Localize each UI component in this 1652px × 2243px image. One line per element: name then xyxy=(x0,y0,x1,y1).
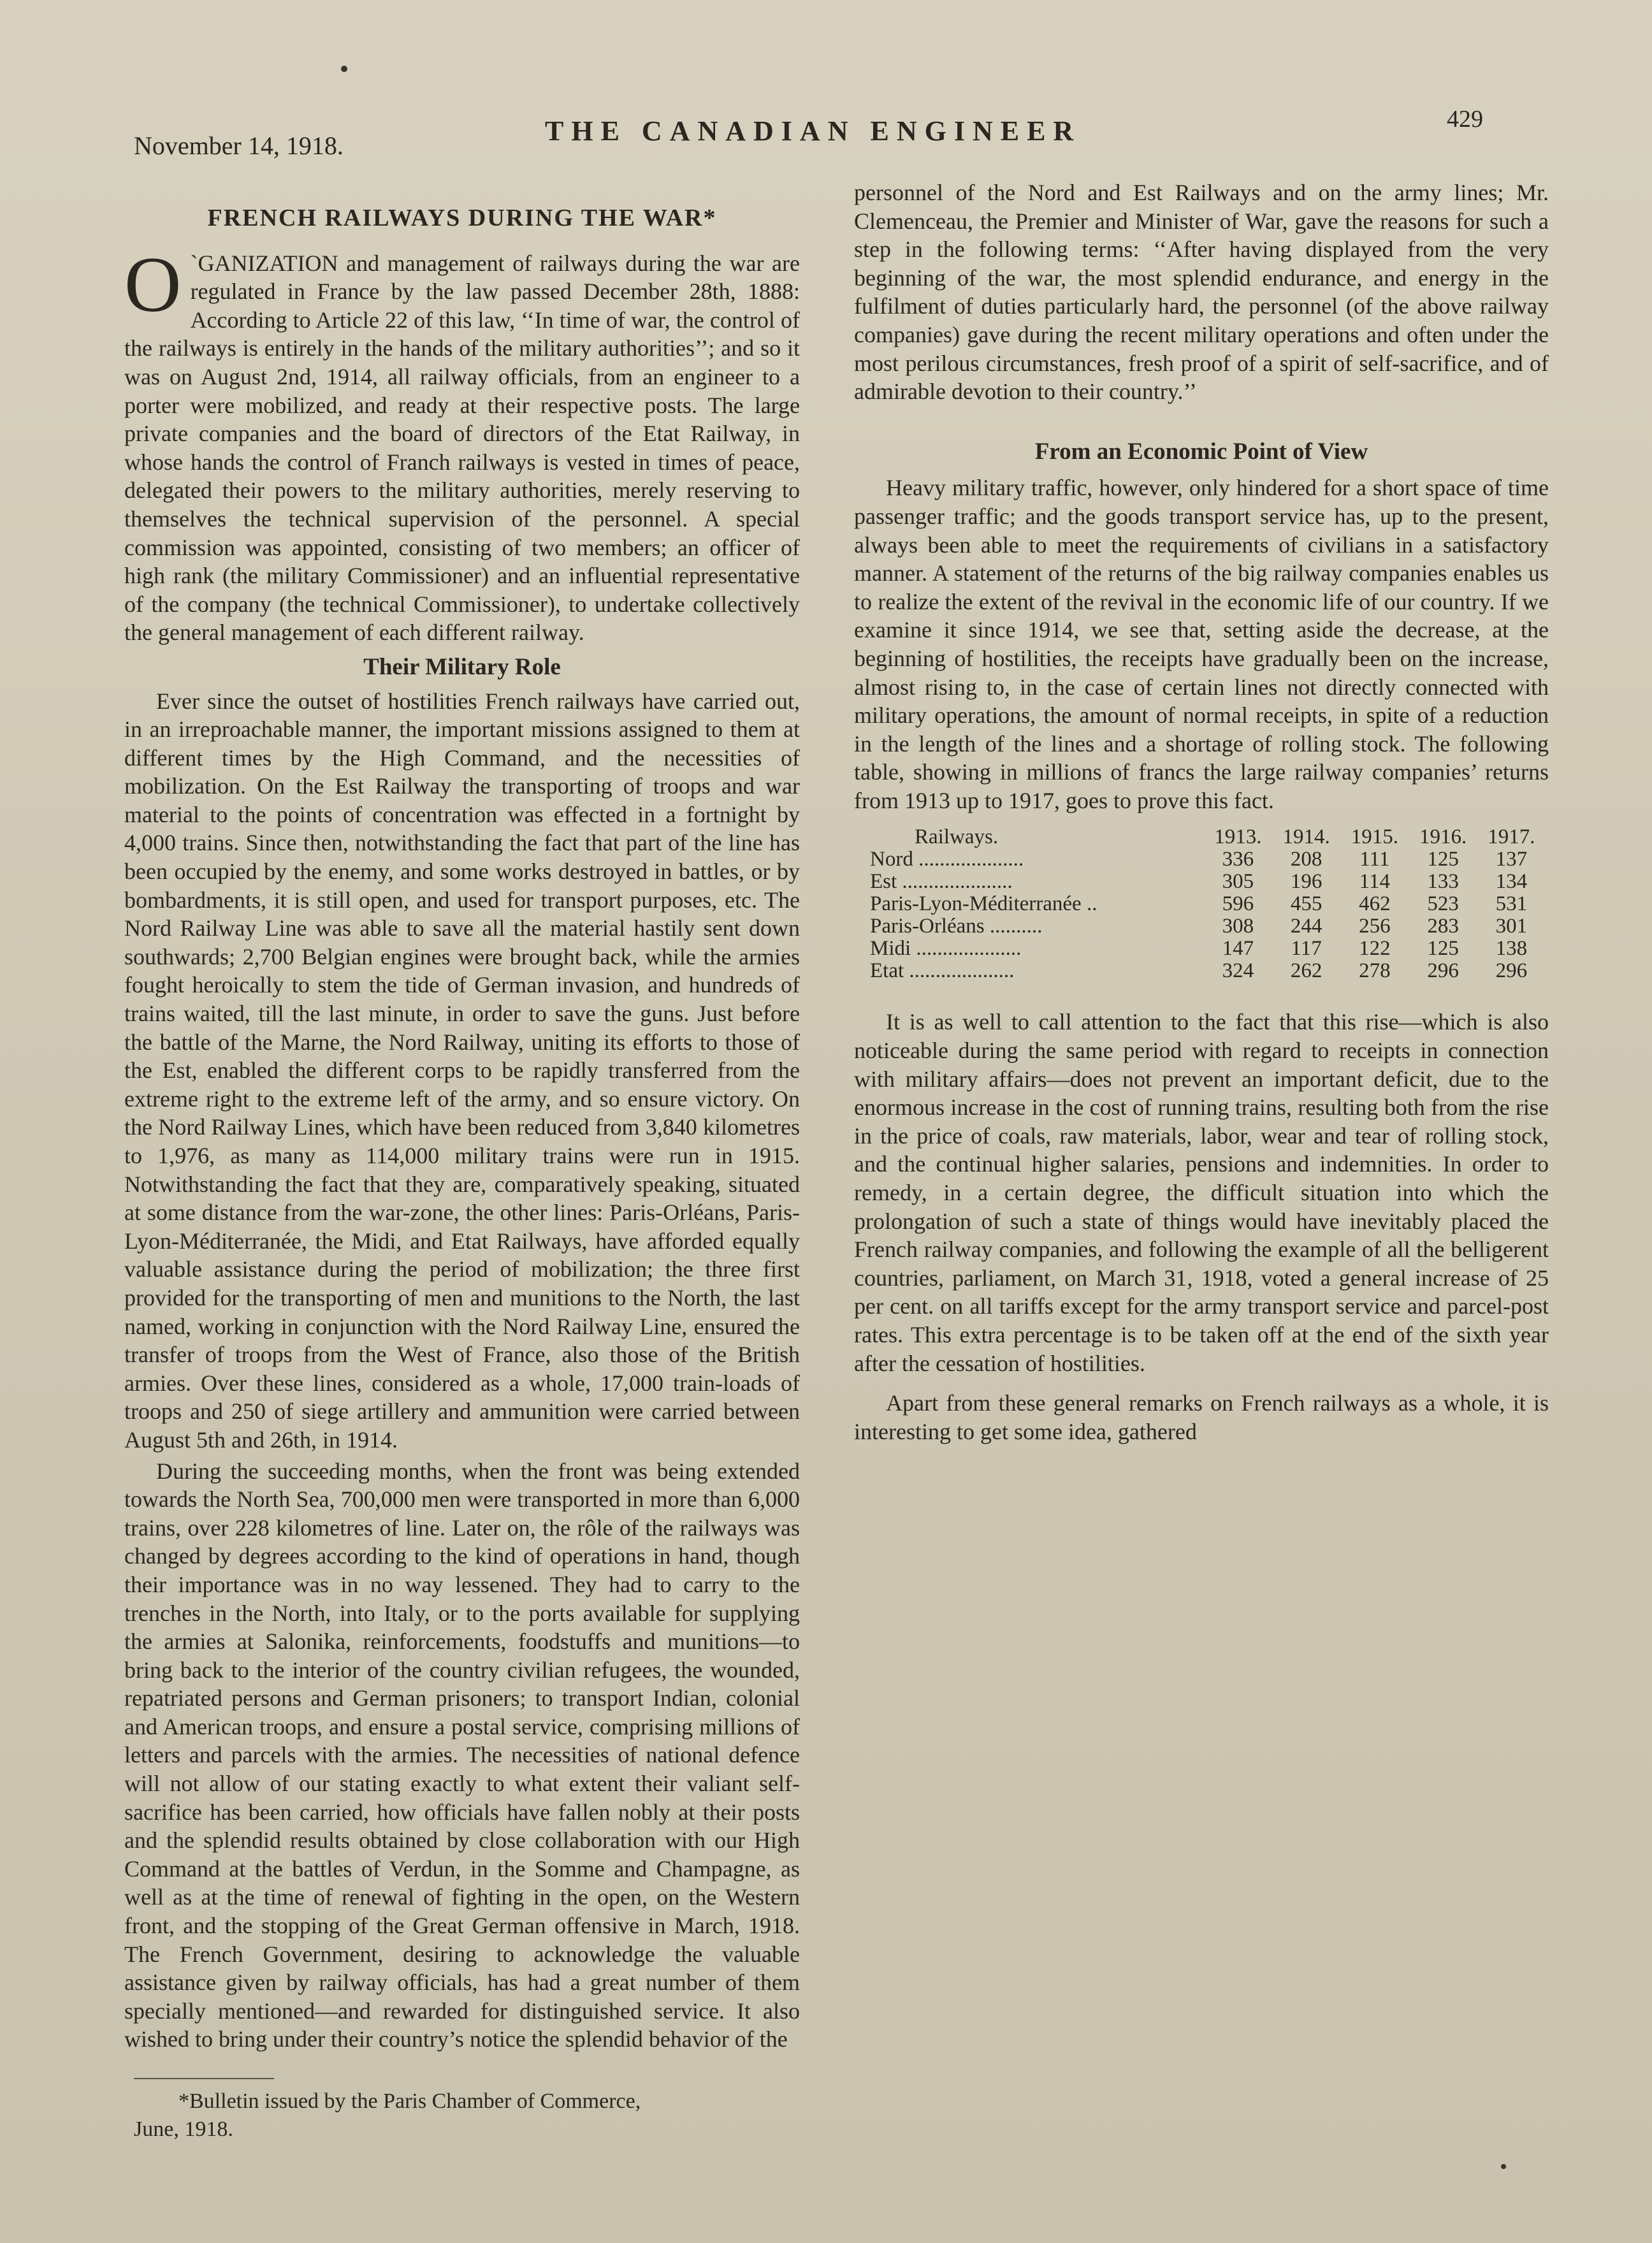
table-header-row xyxy=(870,826,1546,848)
footnote-line-2: June, 1918. xyxy=(134,2117,233,2141)
returns-value-cell: 301 xyxy=(1495,915,1528,938)
table-header-cell: 1917. xyxy=(1488,825,1535,849)
table-row xyxy=(870,893,1546,915)
returns-value-cell: 531 xyxy=(1495,892,1528,916)
left-column xyxy=(124,204,800,2054)
returns-value-cell: 125 xyxy=(1427,937,1459,961)
drop-cap: O xyxy=(124,240,182,328)
railway-name-cell: Est ..................... xyxy=(870,870,1013,894)
journal-title: THE CANADIAN ENGINEER xyxy=(545,115,1082,147)
returns-value-cell: 134 xyxy=(1495,870,1528,894)
table-body xyxy=(870,848,1546,982)
returns-value-cell: 117 xyxy=(1291,937,1322,961)
returns-value-cell: 336 xyxy=(1222,848,1254,871)
returns-value-cell: 196 xyxy=(1290,870,1322,894)
returns-value-cell: 138 xyxy=(1495,937,1528,961)
returns-value-cell: 147 xyxy=(1222,937,1254,961)
returns-value-cell: 296 xyxy=(1495,959,1528,983)
returns-value-cell: 133 xyxy=(1427,870,1459,894)
returns-value-cell: 122 xyxy=(1359,937,1391,961)
returns-value-cell: 296 xyxy=(1427,959,1459,983)
article-title: FRENCH RAILWAYS DURING THE WAR* xyxy=(207,205,717,231)
intro-text: `GANIZATION and management of railways during the war are regulated in France by the law passed December 28th, 1888: According to Article 22 of this law, ‘‘In time of war, the control of the railways is entirely in the hands of the military authorities’’; and so it was on August 2nd, 1914, all railway officials, from an engineer to a porter were mobilized, and ready at their respective posts. The large private companies and the board of directors of the Etat Railway, in whose hands the control of Franch railways is vested in times of peace, delegated their powers to the military authorities, merely reserving to themselves the technical supervision of the personnel. A special commission was appointed, consisting of two members; an officer of high rank (the military Commissioner) and an influential representative of the company (the technical Commissioner), to undertake collectively the general management of each different railway. xyxy=(124,250,800,646)
returns-value-cell: 596 xyxy=(1222,892,1254,916)
returns-value-cell: 137 xyxy=(1495,848,1528,871)
economic-paragraph-1: Heavy military traffic, however, only hindered for a short space of time passenger traffic; and the goods transport service has, up to the present, always been able to meet the requirements of civilians in a satisfactory manner. A statement of the returns of the big railway companies enables us to realize the extent of the revival in the economic life of our country. If we examine it since 1914, we see that, setting aside the decrease, at the beginning of hostilities, the receipts have gradually been on the increase, almost rising to, in the case of certain lines not directly connected with military operations, the amount of normal receipts, in spite of a reduction in the length of the lines and a shortage of rolling stock. The following table, showing in millions of francs the large railway companies’ returns from 1913 up to 1917, goes to prove this fact. xyxy=(854,475,1549,813)
footnote-line-1: *Bulletin issued by the Paris Chamber of Commerce, xyxy=(178,2089,641,2113)
economic-paragraph-3: Apart from these general remarks on French railways as a whole, it is interesting to get some idea, gathered xyxy=(854,1390,1549,1444)
returns-value-cell: 305 xyxy=(1222,870,1254,894)
ink-speck xyxy=(341,66,347,72)
returns-value-cell: 111 xyxy=(1359,848,1390,871)
railway-name-cell: Paris-Lyon-Méditerranée .. xyxy=(870,892,1098,916)
ink-speck xyxy=(1501,2164,1506,2169)
railway-name-cell: Midi .................... xyxy=(870,937,1022,961)
military-role-continuation xyxy=(854,178,1549,406)
table-header-cell: Railways. xyxy=(915,825,999,849)
table-header-cell: 1915. xyxy=(1351,825,1398,849)
returns-value-cell: 256 xyxy=(1359,915,1391,938)
table-row xyxy=(870,848,1546,871)
page-number: 429 xyxy=(1447,106,1483,133)
economic-paragraph-2: It is as well to call attention to the fact that this rise—which is also noticeable during the same period with regard to receipts in connection with military affairs—does not prevent an important deficit, due to the enormous increase in the cost of running trains, resulting both from the rise in the price of coals, raw materials, labor, wear and tear of rolling stock, and the continual higher salaries, pensions and indemnities. In order to remedy, in a certain degree, the difficult situation into which the prolongation of such a state of things would have inevitably placed the French railway companies, and following the example of all the belligerent countries, parliament, on March 31, 1918, voted a general increase of 25 per cent. on all tariffs except for the army transport service and parcel-post rates. This extra percentage is to be taken off at the end of the sixth year after the cessation of hostilities. xyxy=(854,1009,1549,1376)
military-role-paragraph-2-continued: personnel of the Nord and Est Railways and on the army lines; Mr. Clemenceau, the Premier and Minister of War, gave the reasons for such a step in the following terms: ‘‘After having displayed from the very beginning of the war, the most splendid endurance, and energy in the fulfilment of duties particularly hard, the personnel (of the above railway companies) gave during the recent military operations and often under the most perilous circumstances, fresh proof of a spirit of self-sacrifice, and of admirable devotion to their country.’’ xyxy=(854,180,1549,405)
returns-value-cell: 455 xyxy=(1290,892,1322,916)
returns-value-cell: 278 xyxy=(1359,959,1391,983)
returns-value-cell: 208 xyxy=(1290,848,1322,871)
military-role-paragraph-2: During the succeeding months, when the front was being extended towards the North Sea, 700,000 men were transported in more than 6,000 trains, over 228 kilometres of line. Later on, the rôle of the railways was changed by degrees according to the kind of operations in hand, though their importance was in no way lessened. They had to carry to the trenches in the North, into Italy, or to the ports available for supplying the armies at Salonika, reinforcements, foodstuffs and munitions—to bring back to the interior of the country civilian refugees, the wounded, repatriated persons and German prisoners; to transport Indian, colonial and American troops, and ensure a postal service, comprising millions of letters and parcels with the armies. The necessities of national defence will not allow of our stating exactly to what extent their valiant self-sacrifice has been carried, how officials have fallen nobly at their posts and the splendid results obtained by close collaboration with our High Command at the battles of Verdun, in the Somme and Champagne, as well as at the time of renewal of fighting in the open, on the Western front, and the stopping of the Great German offensive in March, 1918. The French Government, desiring to acknowledge the valuable assistance given by railway officials, has had a great number of them specially mentioned—and rewarded for distinguished service. It also wished to bring under their country’s notice the splendid behavior of the xyxy=(124,1458,800,2052)
railway-name-cell: Paris-Orléans .......... xyxy=(870,915,1043,938)
railway-name-cell: Nord .................... xyxy=(870,848,1024,871)
table-row xyxy=(870,915,1546,938)
right-column xyxy=(854,178,1549,1446)
table-header-cell: 1914. xyxy=(1282,825,1330,849)
returns-value-cell: 462 xyxy=(1359,892,1391,916)
returns-value-cell: 324 xyxy=(1222,959,1254,983)
table-header-cell: 1916. xyxy=(1419,825,1467,849)
railway-returns-table xyxy=(870,826,1546,982)
section-heading-military-role: Their Military Role xyxy=(363,653,561,680)
returns-value-cell: 262 xyxy=(1290,959,1322,983)
returns-value-cell: 523 xyxy=(1427,892,1459,916)
railway-name-cell: Etat .................... xyxy=(870,959,1015,983)
returns-value-cell: 308 xyxy=(1222,915,1254,938)
intro-paragraph xyxy=(124,240,800,647)
footnote-rule xyxy=(134,2078,274,2079)
military-role-paragraph-1: Ever since the outset of hostilities French railways have carried out, in an irreproachable manner, the important missions assigned to them at different times by the High Command, and the necessities of mobilization. On the Est Railway the transporting of troops and war material to the points of concentration was effected in a fortnight by 4,000 trains. Since then, notwithstanding the fact that part of the line has been occupied by the enemy, and some works destroyed in battles, or by bombardments, it is still open, and used for transport purposes, etc. The Nord Railway Line was able to save all the material hastily sent down southwards; 2,700 Belgian engines were brought back, while the armies fought heroically to stem the tide of German invasion, and hundreds of trains waited, till the last minute, in order to save the guns. Just before the battle of the Marne, the Nord Railway, uniting its efforts to those of the Est, enabled the different corps to be rapidly transferred from the extreme right to the extreme left of the army, and so ensure victory. On the Nord Railway Lines, which have been reduced from 3,840 kilometres to 1,976, as many as 114,000 military trains were run in 1915. Notwithstanding the fact that they are, comparatively speaking, situated at some distance from the war-zone, the other lines: Paris-Orléans, Paris-Lyon-Méditerranée, the Midi, and Etat Railways, have afforded equally valuable assistance during the period of mobilization; the three first provided for the transporting of men and munitions to the North, the last named, working in conjunction with the Nord Railway Line, ensured the transfer of troops from the West of France, also those of the British armies. Over these lines, considered as a whole, 17,000 train-loads of troops and 250 of siege artillery and ammunition were carried between August 5th and 26th, in 1914. xyxy=(124,688,800,1453)
returns-value-cell: 114 xyxy=(1359,870,1390,894)
issue-date: November 14, 1918. xyxy=(134,131,344,160)
returns-value-cell: 283 xyxy=(1427,915,1459,938)
table-row xyxy=(870,960,1546,982)
table-row xyxy=(870,871,1546,893)
returns-value-cell: 244 xyxy=(1290,915,1322,938)
footnote xyxy=(134,2087,809,2144)
table-row xyxy=(870,938,1546,960)
table-header-cell: 1913. xyxy=(1214,825,1262,849)
section-heading-economic: From an Economic Point of View xyxy=(1034,438,1368,465)
returns-value-cell: 125 xyxy=(1427,848,1459,871)
